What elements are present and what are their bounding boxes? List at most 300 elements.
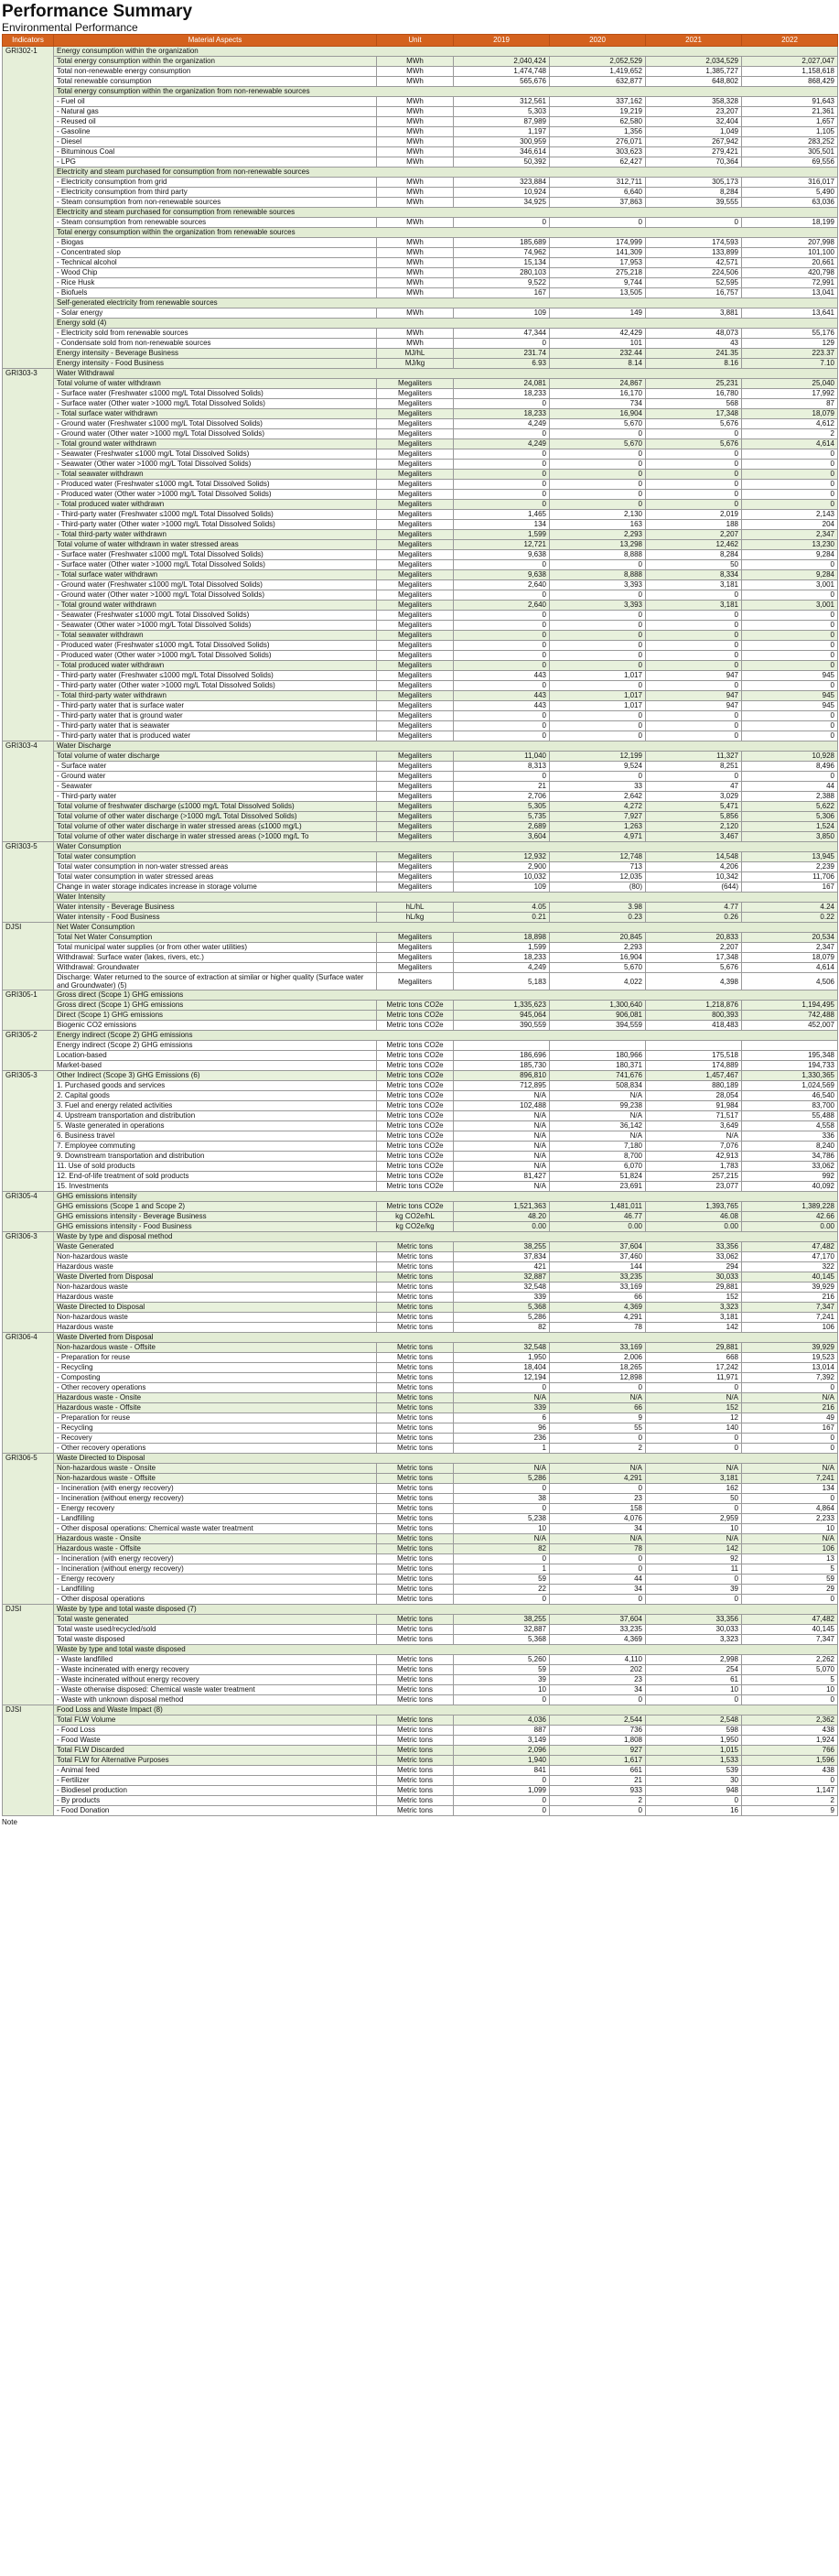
aspect-cell: 4. Upstream transportation and distribution (54, 1111, 377, 1121)
indicator-cell: GRI302-1 (3, 47, 54, 369)
value-2021: 8,334 (646, 570, 742, 580)
unit-cell: Megaliters (377, 490, 454, 500)
total-row (3, 500, 838, 510)
section-title: Energy indirect (Scope 2) GHG emissions (54, 1031, 838, 1041)
total-row (3, 1202, 838, 1212)
value-2022: 283,252 (742, 137, 838, 147)
unit-cell: Metric tons (377, 1423, 454, 1434)
aspect-cell: - Bituminous Coal (54, 147, 377, 157)
value-2022: 868,429 (742, 77, 838, 87)
value-2020: 303,623 (550, 147, 646, 157)
value-2019: 1 (454, 1564, 550, 1575)
unit-cell: MWh (377, 107, 454, 117)
table-row (3, 862, 838, 872)
aspect-cell: Total water consumption (54, 852, 377, 862)
value-2020: 24,867 (550, 379, 646, 389)
aspect-cell: - Wood Chip (54, 268, 377, 278)
table-row (3, 1152, 838, 1162)
section-header-row (3, 842, 838, 852)
value-2020: 19,219 (550, 107, 646, 117)
table-row (3, 1061, 838, 1071)
aspect-cell: - Electricity consumption from grid (54, 178, 377, 188)
value-2022: 0 (742, 1434, 838, 1444)
value-2022: 13 (742, 1554, 838, 1564)
value-2021: 28,054 (646, 1091, 742, 1101)
aspect-cell: 6. Business travel (54, 1131, 377, 1142)
total-row (3, 57, 838, 67)
aspect-cell: Total renewable consumption (54, 77, 377, 87)
value-2022: 19,523 (742, 1353, 838, 1363)
unit-cell: MWh (377, 278, 454, 288)
unit-cell: Metric tons (377, 1283, 454, 1293)
total-row (3, 349, 838, 359)
unit-cell: Megaliters (377, 852, 454, 862)
value-2020: 13,298 (550, 540, 646, 550)
value-2019: N/A (454, 1534, 550, 1544)
page-subtitle: Environmental Performance (2, 21, 138, 34)
table-row (3, 1554, 838, 1564)
value-2020: 37,460 (550, 1252, 646, 1262)
value-2022: 0 (742, 731, 838, 741)
value-2020: 0 (550, 661, 646, 671)
unit-cell: MWh (377, 248, 454, 258)
aspect-cell: Total volume of other water discharge in water stressed areas (>1000 mg/L To (54, 832, 377, 842)
section-header-row (3, 1705, 838, 1716)
table-row (3, 762, 838, 772)
value-2019: 339 (454, 1403, 550, 1413)
value-2020: 0 (550, 1564, 646, 1575)
value-2019: N/A (454, 1152, 550, 1162)
section-title: Food Loss and Waste Impact (8) (54, 1705, 838, 1716)
value-2020: 13,505 (550, 288, 646, 298)
value-2020: 4,022 (550, 973, 646, 990)
value-2019: N/A (454, 1091, 550, 1101)
value-2021: 11 (646, 1564, 742, 1575)
value-2022: 106 (742, 1544, 838, 1554)
aspect-cell: - Biogas (54, 238, 377, 248)
value-2022: 223.37 (742, 349, 838, 359)
total-row (3, 1222, 838, 1232)
unit-cell: Metric tons (377, 1615, 454, 1625)
value-2021: 61 (646, 1675, 742, 1685)
unit-cell: Metric tons CO2e (377, 1152, 454, 1162)
table-row (3, 1283, 838, 1293)
section-header-row (3, 208, 838, 218)
table-row (3, 520, 838, 530)
value-2022: 5,622 (742, 802, 838, 812)
value-2021: 0 (646, 681, 742, 691)
value-2021: 16 (646, 1806, 742, 1816)
aspect-cell: - Biodiesel production (54, 1786, 377, 1796)
value-2022: 134 (742, 1484, 838, 1494)
table-row (3, 1434, 838, 1444)
table-header-row (3, 35, 838, 47)
value-2021: 0.26 (646, 913, 742, 923)
value-2019: 3,149 (454, 1736, 550, 1746)
value-2022: 945 (742, 691, 838, 701)
value-2020: 9,524 (550, 762, 646, 772)
value-2020: 4,291 (550, 1474, 646, 1484)
value-2022: 34,786 (742, 1152, 838, 1162)
unit-cell: Megaliters (377, 651, 454, 661)
unit-cell: Metric tons CO2e (377, 1131, 454, 1142)
value-2022: 0.00 (742, 1222, 838, 1232)
unit-cell: Megaliters (377, 772, 454, 782)
unit-cell: Megaliters (377, 721, 454, 731)
value-2022: 1,524 (742, 822, 838, 832)
value-2019: 0.21 (454, 913, 550, 923)
value-2022: 2,143 (742, 510, 838, 520)
value-2020: 66 (550, 1403, 646, 1413)
aspect-cell: - Steam consumption from non-renewable sources (54, 198, 377, 208)
value-2022: 5,070 (742, 1665, 838, 1675)
value-2020: 34 (550, 1524, 646, 1534)
unit-cell: Megaliters (377, 580, 454, 590)
unit-cell: Megaliters (377, 429, 454, 439)
section-title: Water Discharge (54, 741, 838, 752)
section-title: Waste Diverted from Disposal (54, 1333, 838, 1343)
value-2022: 4,506 (742, 973, 838, 990)
value-2021: 947 (646, 671, 742, 681)
value-2022: 4,558 (742, 1121, 838, 1131)
value-2020: 1,617 (550, 1756, 646, 1766)
value-2020: 46.77 (550, 1212, 646, 1222)
table-row (3, 490, 838, 500)
value-2022: 40,145 (742, 1272, 838, 1283)
value-2020: N/A (550, 1131, 646, 1142)
value-2019: 22 (454, 1585, 550, 1595)
value-2020: 734 (550, 399, 646, 409)
unit-cell: MWh (377, 288, 454, 298)
unit-cell: Metric tons (377, 1625, 454, 1635)
value-2020: 661 (550, 1766, 646, 1776)
value-2022: 10,928 (742, 752, 838, 762)
value-2020: 4,369 (550, 1303, 646, 1313)
value-2020: 12,199 (550, 752, 646, 762)
aspect-cell: Total water consumption in non-water stressed areas (54, 862, 377, 872)
value-2020: 33,169 (550, 1283, 646, 1293)
value-2021 (646, 1041, 742, 1051)
value-2019: 10 (454, 1685, 550, 1695)
aspect-cell: - Third-party water (54, 792, 377, 802)
indicator-cell: GRI305-2 (3, 1031, 54, 1071)
aspect-cell: Total waste disposed (54, 1635, 377, 1645)
value-2021: 0 (646, 590, 742, 601)
unit-cell: MWh (377, 77, 454, 87)
table-row (3, 1766, 838, 1776)
aspect-cell: - Waste landfilled (54, 1655, 377, 1665)
section-title: Electricity and steam purchased for consumption from non-renewable sources (54, 168, 838, 178)
table-row (3, 1262, 838, 1272)
value-2019: 0 (454, 590, 550, 601)
aspect-cell: - Surface water (Freshwater ≤1000 mg/L Total Dissolved Solids) (54, 389, 377, 399)
section-title: GHG emissions intensity (54, 1192, 838, 1202)
value-2020: 44 (550, 1575, 646, 1585)
value-2019: 38,255 (454, 1615, 550, 1625)
unit-cell: Megaliters (377, 661, 454, 671)
value-2019: 186,696 (454, 1051, 550, 1061)
aspect-cell: GHG emissions intensity - Beverage Business (54, 1212, 377, 1222)
table-row (3, 1313, 838, 1323)
aspect-cell: Total waste generated (54, 1615, 377, 1625)
aspect-cell: - Fuel oil (54, 97, 377, 107)
unit-cell: Megaliters (377, 460, 454, 470)
value-2020: 0 (550, 460, 646, 470)
value-2020: 17,953 (550, 258, 646, 268)
unit-cell: Metric tons (377, 1293, 454, 1303)
unit-cell: Megaliters (377, 540, 454, 550)
value-2020: 4,110 (550, 1655, 646, 1665)
value-2022: 305,501 (742, 147, 838, 157)
value-2019: 6 (454, 1413, 550, 1423)
aspect-cell: - Incineration (without energy recovery) (54, 1564, 377, 1575)
value-2019: 96 (454, 1423, 550, 1434)
table-row (3, 1353, 838, 1363)
value-2019: 1,950 (454, 1353, 550, 1363)
value-2019: 0 (454, 1554, 550, 1564)
aspect-cell: Hazardous waste - Offsite (54, 1403, 377, 1413)
unit-cell: Metric tons (377, 1323, 454, 1333)
value-2022: 1,924 (742, 1736, 838, 1746)
value-2020: 0 (550, 1806, 646, 1816)
value-2022: 20,661 (742, 258, 838, 268)
table-row (3, 1595, 838, 1605)
unit-cell: Megaliters (377, 711, 454, 721)
unit-cell: Metric tons (377, 1595, 454, 1605)
table-row (3, 278, 838, 288)
value-2022: 59 (742, 1575, 838, 1585)
value-2020: 0 (550, 218, 646, 228)
unit-cell: Megaliters (377, 389, 454, 399)
table-row (3, 1635, 838, 1645)
value-2021: 20,833 (646, 933, 742, 943)
value-2022: 5 (742, 1564, 838, 1575)
table-row (3, 1413, 838, 1423)
aspect-cell: Total volume of other water discharge in water stressed areas (≤1000 mg/L) (54, 822, 377, 832)
value-2022: 13,945 (742, 852, 838, 862)
table-row (3, 1121, 838, 1131)
value-2021: 52,595 (646, 278, 742, 288)
value-2020: 9,744 (550, 278, 646, 288)
aspect-cell: Total municipal water supplies (or from other water utilities) (54, 943, 377, 953)
value-2022: 44 (742, 782, 838, 792)
unit-cell: Metric tons (377, 1393, 454, 1403)
value-2021: 0 (646, 480, 742, 490)
indicator-cell: GRI306-3 (3, 1232, 54, 1333)
total-row (3, 832, 838, 842)
value-2020: 741,676 (550, 1071, 646, 1081)
value-2020: 0 (550, 681, 646, 691)
value-2020: 144 (550, 1262, 646, 1272)
unit-cell: Metric tons (377, 1635, 454, 1645)
value-2020: 927 (550, 1746, 646, 1756)
table-row (3, 1182, 838, 1192)
value-2021: 0 (646, 641, 742, 651)
value-2022: 40,092 (742, 1182, 838, 1192)
value-2022: 1,158,618 (742, 67, 838, 77)
value-2021: 0 (646, 1504, 742, 1514)
table-row (3, 147, 838, 157)
total-row (3, 1011, 838, 1021)
value-2022: 0 (742, 1695, 838, 1705)
value-2019: 236 (454, 1434, 550, 1444)
value-2021: 418,483 (646, 1021, 742, 1031)
value-2022: 7,241 (742, 1474, 838, 1484)
value-2020: 1,263 (550, 822, 646, 832)
value-2022: 0 (742, 772, 838, 782)
aspect-cell: 2. Capital goods (54, 1091, 377, 1101)
total-row (3, 1746, 838, 1756)
value-2021: 8,284 (646, 550, 742, 560)
unit-cell: hL/kg (377, 913, 454, 923)
value-2019: N/A (454, 1162, 550, 1172)
unit-cell: Megaliters (377, 601, 454, 611)
value-2021: 48,073 (646, 329, 742, 339)
value-2021: 3,649 (646, 1121, 742, 1131)
value-2021: 2,998 (646, 1655, 742, 1665)
value-2021: 16,757 (646, 288, 742, 298)
value-2022: 55,176 (742, 329, 838, 339)
aspect-cell: - Produced water (Freshwater ≤1000 mg/L Total Dissolved Solids) (54, 641, 377, 651)
value-2019: 1,599 (454, 530, 550, 540)
unit-cell: Megaliters (377, 802, 454, 812)
value-2020: 2 (550, 1444, 646, 1454)
value-2020: 0 (550, 1595, 646, 1605)
value-2021: 1,385,727 (646, 67, 742, 77)
table-row (3, 1021, 838, 1031)
value-2019: 2,096 (454, 1746, 550, 1756)
column-header: 2021 (646, 35, 742, 47)
value-2019: 24,081 (454, 379, 550, 389)
value-2021: 0 (646, 721, 742, 731)
value-2019: 109 (454, 308, 550, 319)
table-row (3, 1736, 838, 1746)
table-row (3, 580, 838, 590)
value-2019: 443 (454, 701, 550, 711)
aspect-cell: Withdrawal: Surface water (lakes, rivers, etc.) (54, 953, 377, 963)
table-row (3, 1796, 838, 1806)
value-2019: 47,344 (454, 329, 550, 339)
value-2021: 17,348 (646, 409, 742, 419)
value-2021: 948 (646, 1786, 742, 1796)
value-2022: 945 (742, 671, 838, 681)
value-2021: 0 (646, 1575, 742, 1585)
value-2022: 33,062 (742, 1162, 838, 1172)
unit-cell: Metric tons (377, 1413, 454, 1423)
value-2022: 207,998 (742, 238, 838, 248)
value-2022: 0 (742, 449, 838, 460)
value-2019: 1,099 (454, 1786, 550, 1796)
aspect-cell: Discharge: Water returned to the source of extraction at similar or higher quality (Surface water and Groundwater) (5) (54, 973, 377, 990)
aspect-cell: Energy indirect (Scope 2) GHG emissions (54, 1041, 377, 1051)
page-title: Performance Summary (2, 2, 193, 21)
value-2021: 1,218,876 (646, 1001, 742, 1011)
value-2019: 443 (454, 671, 550, 681)
value-2021: 224,506 (646, 268, 742, 278)
unit-cell: Metric tons (377, 1665, 454, 1675)
aspect-cell: Hazardous waste - Onsite (54, 1393, 377, 1403)
aspect-cell: - Preparation for reuse (54, 1413, 377, 1423)
value-2021: 174,593 (646, 238, 742, 248)
table-row (3, 1585, 838, 1595)
aspect-cell: Total volume of water discharge (54, 752, 377, 762)
value-2020: 202 (550, 1665, 646, 1675)
value-2022: 3,001 (742, 601, 838, 611)
value-2020: 0 (550, 449, 646, 460)
table-row (3, 1494, 838, 1504)
total-row (3, 1242, 838, 1252)
value-2020: 2,293 (550, 530, 646, 540)
value-2019: 0 (454, 470, 550, 480)
value-2019: 0 (454, 449, 550, 460)
aspect-cell: Gross direct (Scope 1) GHG emissions (54, 1001, 377, 1011)
value-2021: 1,533 (646, 1756, 742, 1766)
value-2022: 0 (742, 560, 838, 570)
value-2022: 47,482 (742, 1615, 838, 1625)
value-2022: 13,014 (742, 1363, 838, 1373)
value-2020: 34 (550, 1585, 646, 1595)
value-2022: 2,388 (742, 792, 838, 802)
value-2022: 25,040 (742, 379, 838, 389)
value-2020: 0.00 (550, 1222, 646, 1232)
value-2022: 7,392 (742, 1373, 838, 1383)
value-2020: 0 (550, 1434, 646, 1444)
indicator-cell: GRI306-4 (3, 1333, 54, 1454)
value-2021: 4,398 (646, 973, 742, 990)
note-label: Note (2, 1818, 17, 1826)
section-title: Water Withdrawal (54, 369, 838, 379)
aspect-cell: Non-hazardous waste (54, 1313, 377, 1323)
value-2021: 12,462 (646, 540, 742, 550)
column-header: 2020 (550, 35, 646, 47)
section-title: Gross direct (Scope 1) GHG emissions (54, 990, 838, 1001)
value-2021: 0 (646, 772, 742, 782)
table-row (3, 399, 838, 409)
value-2019: 0 (454, 1504, 550, 1514)
value-2019: 10,032 (454, 872, 550, 882)
unit-cell: Metric tons (377, 1534, 454, 1544)
value-2019: 0 (454, 651, 550, 661)
value-2022: 63,036 (742, 198, 838, 208)
value-2021: 16,780 (646, 389, 742, 399)
value-2020: 1,481,011 (550, 1202, 646, 1212)
section-title: Self-generated electricity from renewable sources (54, 298, 838, 308)
value-2021: 1,457,467 (646, 1071, 742, 1081)
section-header-row (3, 1605, 838, 1615)
value-2020: 62,427 (550, 157, 646, 168)
value-2020: 0 (550, 611, 646, 621)
value-2022: 0 (742, 631, 838, 641)
value-2020: 16,904 (550, 953, 646, 963)
unit-cell: Megaliters (377, 621, 454, 631)
total-row (3, 530, 838, 540)
value-2019: 38,255 (454, 1242, 550, 1252)
unit-cell: Metric tons (377, 1695, 454, 1705)
value-2021: 0 (646, 1444, 742, 1454)
unit-cell: Metric tons CO2e (377, 1081, 454, 1091)
value-2020: 0 (550, 711, 646, 721)
aspect-cell: - Waste otherwise disposed: Chemical waste water treatment (54, 1685, 377, 1695)
value-2021: 8,251 (646, 762, 742, 772)
table-row (3, 1806, 838, 1816)
total-row (3, 1212, 838, 1222)
value-2020: 174,999 (550, 238, 646, 248)
value-2021: 0 (646, 711, 742, 721)
column-header: Unit (377, 35, 454, 47)
aspect-cell: - Total seawater withdrawn (54, 470, 377, 480)
value-2022: 18,079 (742, 953, 838, 963)
unit-cell: kg CO2e/kg (377, 1222, 454, 1232)
